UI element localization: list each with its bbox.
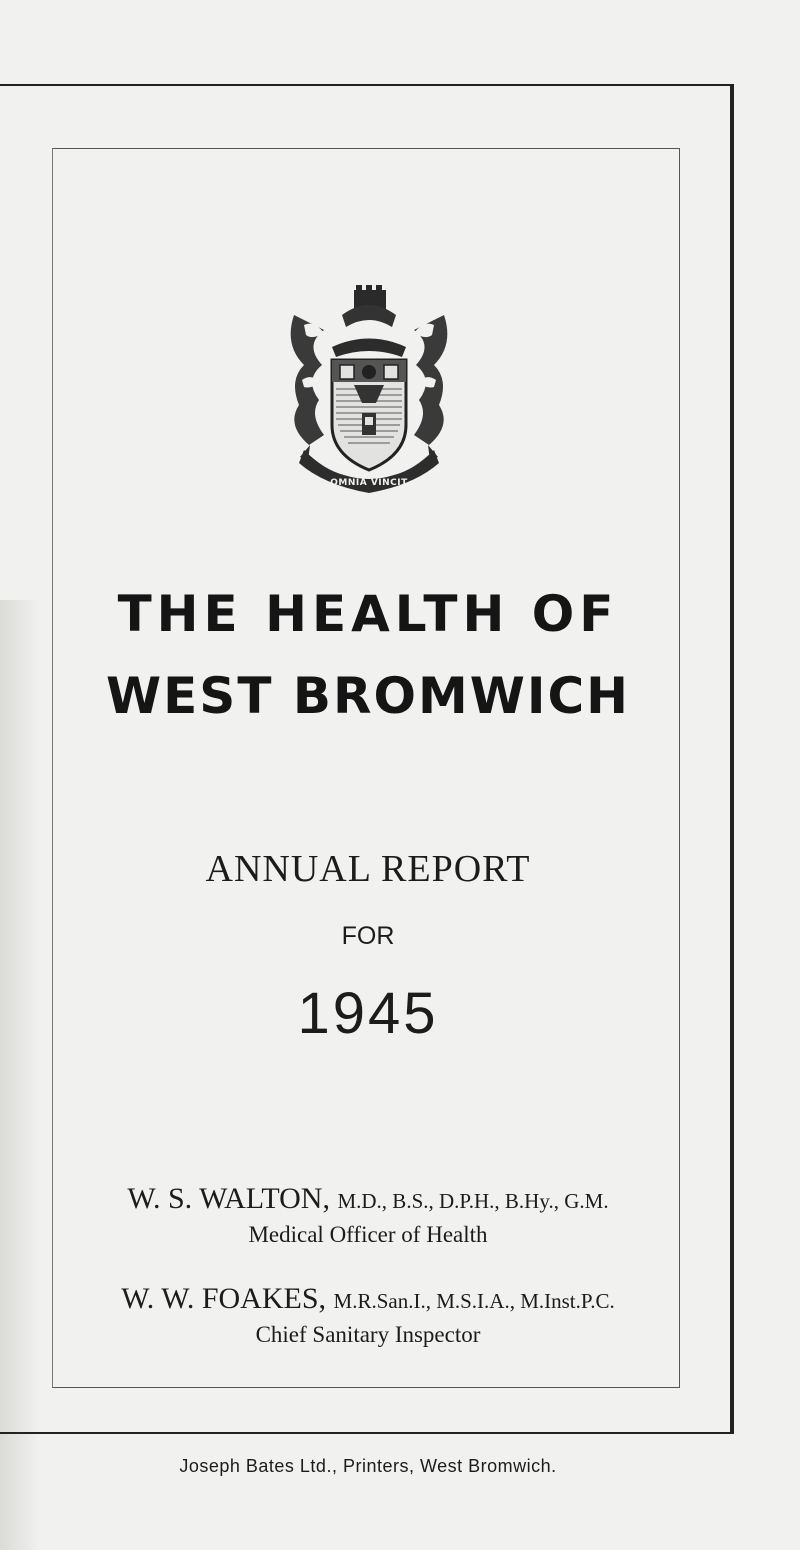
officer-medical	[0, 1182, 736, 1248]
crest-motto: OMNIA VINCIT	[330, 478, 408, 488]
officer-role: Medical Officer of Health	[248, 1222, 488, 1247]
coat-of-arms	[284, 285, 454, 495]
title-line-1: THE HEALTH OF	[117, 585, 619, 643]
for-label: FOR	[341, 922, 395, 950]
printer-imprint: Joseph Bates Ltd., Printers, West Bromwich.	[179, 1456, 557, 1476]
officer-name-line	[0, 1182, 736, 1216]
officer-qualifications: M.R.San.I., M.S.I.A., M.Inst.P.C.	[333, 1289, 615, 1313]
officer-role: Chief Sanitary Inspector	[255, 1322, 481, 1347]
officer-name-line	[0, 1282, 736, 1316]
report-label: ANNUAL REPORT	[205, 848, 531, 890]
officer-qualifications: M.D., B.S., D.P.H., B.Hy., G.M.	[337, 1189, 609, 1213]
report-year: 1945	[297, 981, 439, 1046]
title-line-2: WEST BROMWICH	[106, 667, 630, 725]
officer-name: W. W. FOAKES,	[121, 1282, 327, 1315]
officer-sanitary	[0, 1282, 736, 1348]
officer-name: W. S. WALTON,	[127, 1182, 330, 1215]
